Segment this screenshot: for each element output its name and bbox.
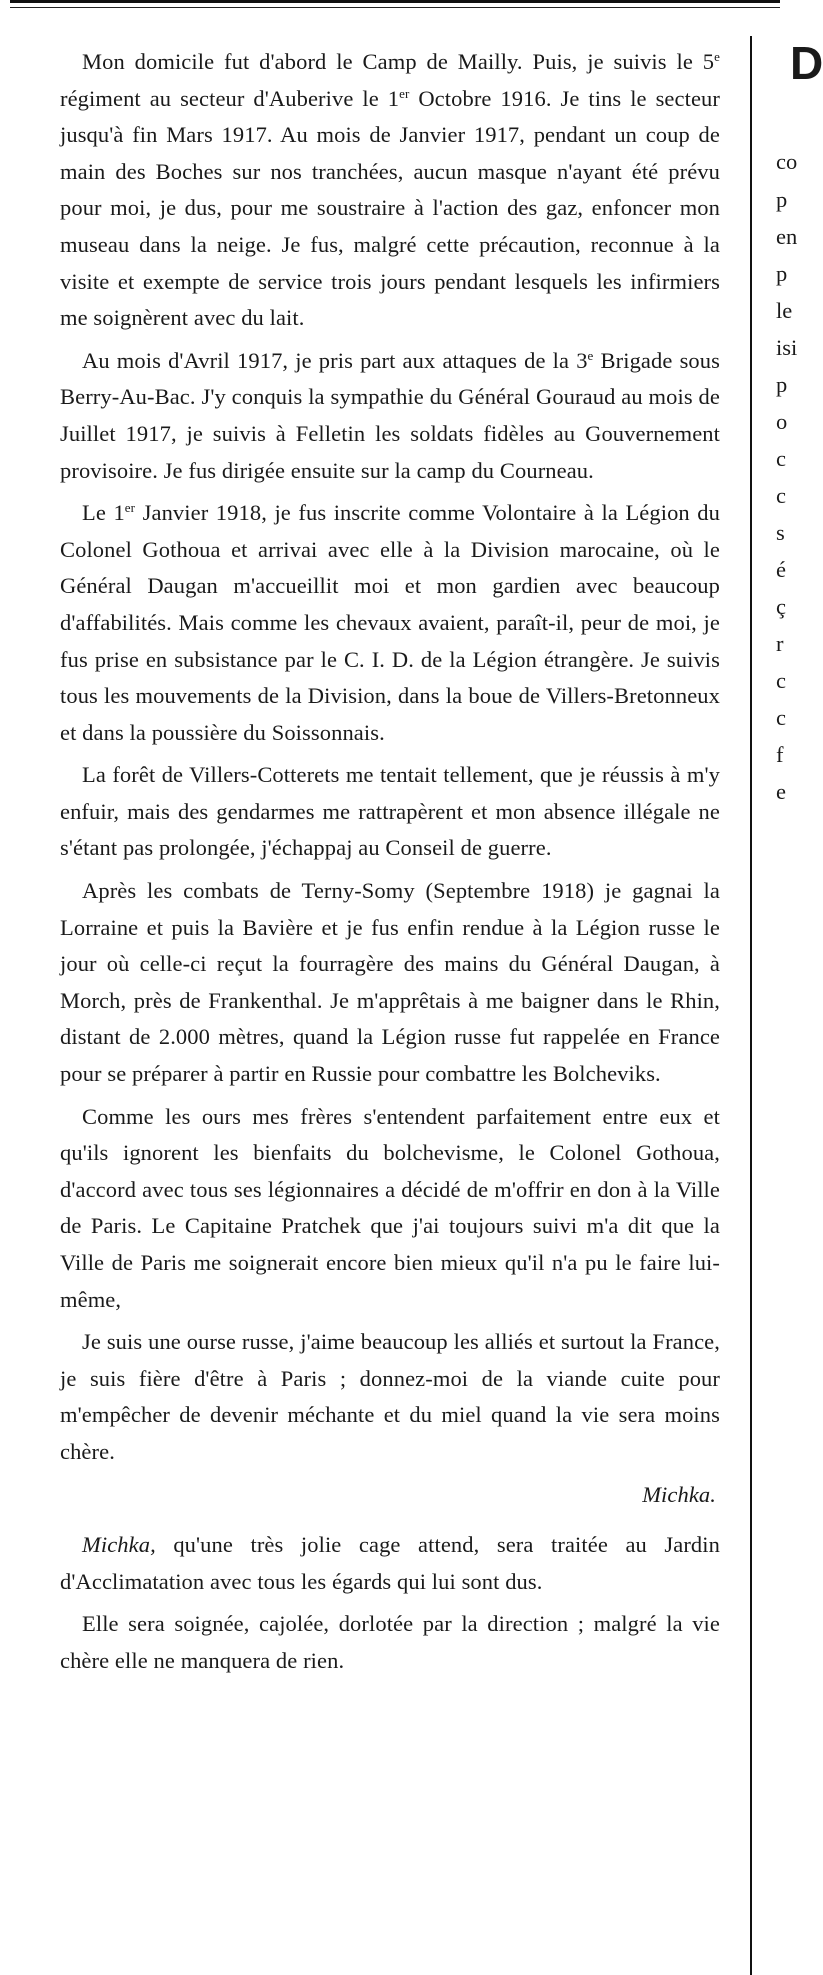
paragraph-3: Le 1er Janvier 1918, je fus inscrite comme Volontaire à la Légion du Colonel Gothoua et arrivai avec elle à la Division marocaine, où le Général Daugan m'accueillit moi et mon gardien avec beaucoup d'affabilités. Mais comme les chevaux avaient, paraît-il, peur de moi, je fus prise en subsistance par le C. I. D. de la Légion étrangère. Je suivis tous les mouvements de la Division, dans la boue de Villers-Bretonneux et dans la poussière du Soissonnais. (60, 500, 720, 745)
signature: Michka. (642, 1481, 716, 1507)
column-divider (750, 36, 752, 1975)
top-rule-thin (10, 7, 780, 8)
paragraph-7: Je suis une ourse russe, j'aime beaucoup les alliés et surtout la France, je suis fière d'être à Paris ; donnez-moi de la viande cuite pour m'empêcher de devenir méchante et du miel quand la vie sera moins chère. (60, 1329, 720, 1464)
neighbor-fragment: le (776, 298, 793, 323)
neighbor-fragment: o (776, 409, 788, 434)
article-body (60, 44, 720, 1686)
neighbor-heading-letter: D (790, 37, 823, 89)
neighbor-fragment: c (776, 668, 786, 693)
closing-paragraph-2: Elle sera soignée, cajolée, dorlotée par la direction ; malgré la vie chère elle ne manquera de rien. (60, 1611, 720, 1673)
paragraph-2: Au mois d'Avril 1917, je pris part aux attaques de la 3e Brigade sous Berry-Au-Bac. J'y conquis la sympathie du Général Gouraud au mois de Juillet 1917, je suivis à Felletin les soldats fidèles au Gouvernement provisoire. Je fus dirigée ensuite sur la camp du Courneau. (60, 347, 720, 483)
neighbor-column (760, 0, 823, 1975)
closing-paragraph-1: Michka, qu'une très jolie cage attend, sera traitée au Jardin d'Acclimatation avec tous les égards qui lui sont dus. (60, 1532, 720, 1594)
neighbor-fragment: isi (776, 335, 798, 360)
neighbor-fragment: ç (776, 594, 786, 619)
top-rule (10, 0, 780, 3)
neighbor-fragment: en (776, 224, 798, 249)
neighbor-fragment: r (776, 631, 784, 656)
paragraph-6: Comme les ours mes frères s'entendent parfaitement entre eux et qu'ils ignorent les bienfaits du bolchevisme, le Colonel Gothoua, d'accord avec tous ses légionnaires a décidé de m'offrir en don à la Ville de Paris. Le Capitaine Pratchek que j'ai toujours suivi m'a dit que la Ville de Paris me soignerait encore bien mieux qu'il n'a pu le faire lui-même, (60, 1103, 720, 1312)
paragraph-5: Après les combats de Terny-Somy (Septembre 1918) je gagnai la Lorraine et puis la Bavière et je fus enfin rendue à la Légion russe le jour où celle-ci reçut la fourragère des mains du Général Daugan, à Morch, près de Frankenthal. Je m'apprêtais à me baigner dans le Rhin, distant de 2.000 mètres, quand la Légion russe fut rappelée en France pour se préparer à partir en Russie pour combattre les Bolcheviks. (60, 878, 720, 1087)
neighbor-fragment: c (776, 446, 786, 471)
neighbor-fragment: é (776, 557, 786, 582)
neighbor-fragment: s (776, 520, 785, 545)
neighbor-fragment: f (776, 742, 784, 767)
paragraph-4: La forêt de Villers-Cotterets me tentait tellement, que je réussis à m'y enfuir, mais des gendarmes me rattrapèrent et mon absence illégale ne s'étant pas prolongée, j'échappaj au Conseil de guerre. (60, 762, 720, 861)
neighbor-fragment: co (776, 149, 798, 174)
neighbor-fragment: c (776, 483, 786, 508)
neighbor-fragment: p (776, 187, 788, 212)
neighbor-fragment: c (776, 705, 786, 730)
paragraph-1: Mon domicile fut d'abord le Camp de Mailly. Puis, je suivis le 5e régiment au secteur d'Auberive le 1er Octobre 1916. Je tins le secteur jusqu'à fin Mars 1917. Au mois de Janvier 1917, pendant un coup de main des Boches sur nos tranchées, aucun masque n'ayant été prévu pour moi, je dus, pour me soustraire à l'action des gaz, enfoncer mon museau dans la neige. Je fus, malgré cette précaution, reconnue à la visite et exempte de service trois jours pendant lesquels les infirmiers me soignèrent avec du lait. (60, 49, 720, 331)
neighbor-fragment: p (776, 261, 788, 286)
neighbor-fragment: p (776, 372, 788, 397)
neighbor-fragment: e (776, 779, 786, 804)
